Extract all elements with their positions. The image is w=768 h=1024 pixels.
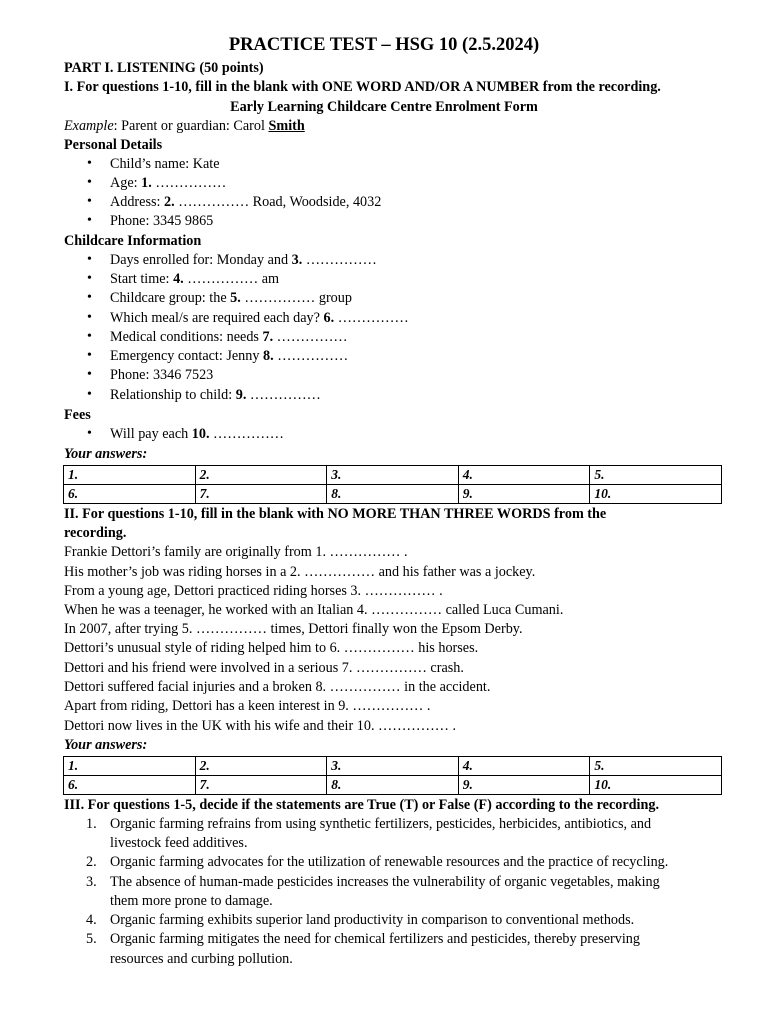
answer-cell[interactable]: 8. (327, 485, 459, 504)
statement-text: Organic farming refrains from using synthetic fertilizers, pesticides, herbicides, antibiotics, and (110, 816, 652, 832)
table-row (64, 485, 722, 504)
answer-cell[interactable]: 4. (458, 757, 590, 776)
statement-number: 2. (86, 854, 97, 870)
sentence: His mother’s job was riding horses in a 2. …………… and his father was a jockey. (64, 564, 536, 580)
childcare-heading: Childcare Information (64, 233, 202, 249)
list-item: Address: 2. …………… Road, Woodside, 4032 (110, 194, 382, 210)
answer-cell[interactable]: 6. (64, 485, 196, 504)
sentence: In 2007, after trying 5. …………… times, Dettori finally won the Epsom Derby. (64, 621, 523, 637)
answer-table (63, 465, 722, 504)
list-item: Phone: 3346 7523 (110, 367, 214, 383)
sentence: When he was a teenager, he worked with an Italian 4. …………… called Luca Cumani. (64, 602, 564, 618)
list-item: Medical conditions: needs 7. …………… (110, 329, 348, 345)
list-item: Days enrolled for: Monday and 3. …………… (110, 252, 377, 268)
answer-cell[interactable]: 6. (64, 776, 196, 795)
statement-number: 4. (86, 912, 97, 928)
form-title: Early Learning Childcare Centre Enrolment Form (230, 99, 538, 115)
answer-cell[interactable]: 1. (64, 466, 196, 485)
answer-table (63, 756, 722, 795)
answer-cell[interactable]: 8. (327, 776, 459, 795)
statement-text-cont: livestock feed additives. (110, 835, 248, 851)
bullet-icon: • (87, 348, 92, 363)
page-title: PRACTICE TEST – HSG 10 (2.5.2024) (228, 35, 540, 55)
bullet-icon: • (87, 175, 92, 190)
section2-instruction-cont: recording. (64, 525, 127, 541)
example-text: : Parent or guardian: Carol (113, 118, 269, 134)
answers-label: Your answers: (64, 446, 148, 462)
statement-text: The absence of human-made pesticides increases the vulnerability of organic vegetables, making (110, 874, 660, 890)
list-item: Childcare group: the 5. …………… group (110, 290, 352, 306)
list-item: Child’s name: Kate (110, 156, 220, 172)
list-item: Age: 1. …………… (110, 175, 227, 191)
statement-text-cont: resources and curbing pollution. (110, 951, 293, 967)
answer-cell[interactable]: 9. (458, 776, 590, 795)
section3-instruction: III. For questions 1-5, decide if the statements are True (T) or False (F) according to the recording. (64, 797, 660, 813)
answer-cell[interactable]: 10. (590, 485, 722, 504)
answer-cell[interactable]: 2. (195, 757, 327, 776)
bullet-icon: • (87, 290, 92, 305)
section2-instruction: II. For questions 1-10, fill in the blank with NO MORE THAN THREE WORDS from the (64, 506, 607, 522)
answers-label: Your answers: (64, 737, 148, 753)
part-heading: PART I. LISTENING (50 points) (64, 60, 264, 76)
bullet-icon: • (87, 252, 92, 267)
bullet-icon: • (87, 213, 92, 228)
example-label: Example (64, 118, 114, 134)
sentence: Dettori and his friend were involved in a serious 7. …………… crash. (64, 660, 464, 676)
answer-cell[interactable]: 5. (590, 466, 722, 485)
bullet-icon: • (87, 329, 92, 344)
statement-number: 3. (86, 874, 97, 890)
bullet-icon: • (87, 367, 92, 382)
sentence: From a young age, Dettori practiced riding horses 3. …………… . (64, 583, 443, 599)
fees-heading: Fees (64, 407, 91, 423)
sentence: Frankie Dettori’s family are originally from 1. …………… . (64, 544, 408, 560)
bullet-icon: • (87, 194, 92, 209)
answer-cell[interactable]: 9. (458, 485, 590, 504)
answer-cell[interactable]: 7. (195, 485, 327, 504)
section1-instruction: I. For questions 1-10, fill in the blank with ONE WORD AND/OR A NUMBER from the recording. (64, 79, 661, 95)
bullet-icon: • (87, 426, 92, 441)
answer-cell[interactable]: 3. (327, 466, 459, 485)
sentence: Dettori’s unusual style of riding helped him to 6. …………… his horses. (64, 640, 479, 656)
example-line (64, 117, 305, 136)
answer-cell[interactable]: 5. (590, 757, 722, 776)
statement-number: 1. (86, 816, 97, 832)
example-answer: Smith (268, 118, 305, 134)
answer-cell[interactable]: 2. (195, 466, 327, 485)
list-item: Will pay each 10. …………… (110, 426, 284, 442)
table-row (64, 466, 722, 485)
answer-cell[interactable]: 4. (458, 466, 590, 485)
sentence: Apart from riding, Dettori has a keen interest in 9. …………… . (64, 698, 431, 714)
bullet-icon: • (87, 310, 92, 325)
bullet-icon: • (87, 271, 92, 286)
list-item: Emergency contact: Jenny 8. …………… (110, 348, 349, 364)
list-item: Relationship to child: 9. …………… (110, 387, 321, 403)
statement-number: 5. (86, 931, 97, 947)
answer-cell[interactable]: 1. (64, 757, 196, 776)
table-row (64, 776, 722, 795)
answer-cell[interactable]: 10. (590, 776, 722, 795)
sentence: Dettori suffered facial injuries and a broken 8. …………… in the accident. (64, 679, 491, 695)
statement-text-cont: them more prone to damage. (110, 893, 273, 909)
list-item: Phone: 3345 9865 (110, 213, 214, 229)
statement-text: Organic farming advocates for the utilization of renewable resources and the practice of recycling. (110, 854, 669, 870)
table-row (64, 757, 722, 776)
answer-cell[interactable]: 7. (195, 776, 327, 795)
bullet-icon: • (87, 387, 92, 402)
list-item: Which meal/s are required each day? 6. …………… (110, 310, 409, 326)
statement-text: Organic farming mitigates the need for chemical fertilizers and pesticides, thereby preserving (110, 931, 640, 947)
personal-details-heading: Personal Details (64, 137, 163, 153)
list-item: Start time: 4. …………… am (110, 271, 280, 287)
sentence: Dettori now lives in the UK with his wife and their 10. …………… . (64, 718, 457, 734)
bullet-icon: • (87, 156, 92, 171)
statement-text: Organic farming exhibits superior land productivity in comparison to conventional methods. (110, 912, 635, 928)
answer-cell[interactable]: 3. (327, 757, 459, 776)
